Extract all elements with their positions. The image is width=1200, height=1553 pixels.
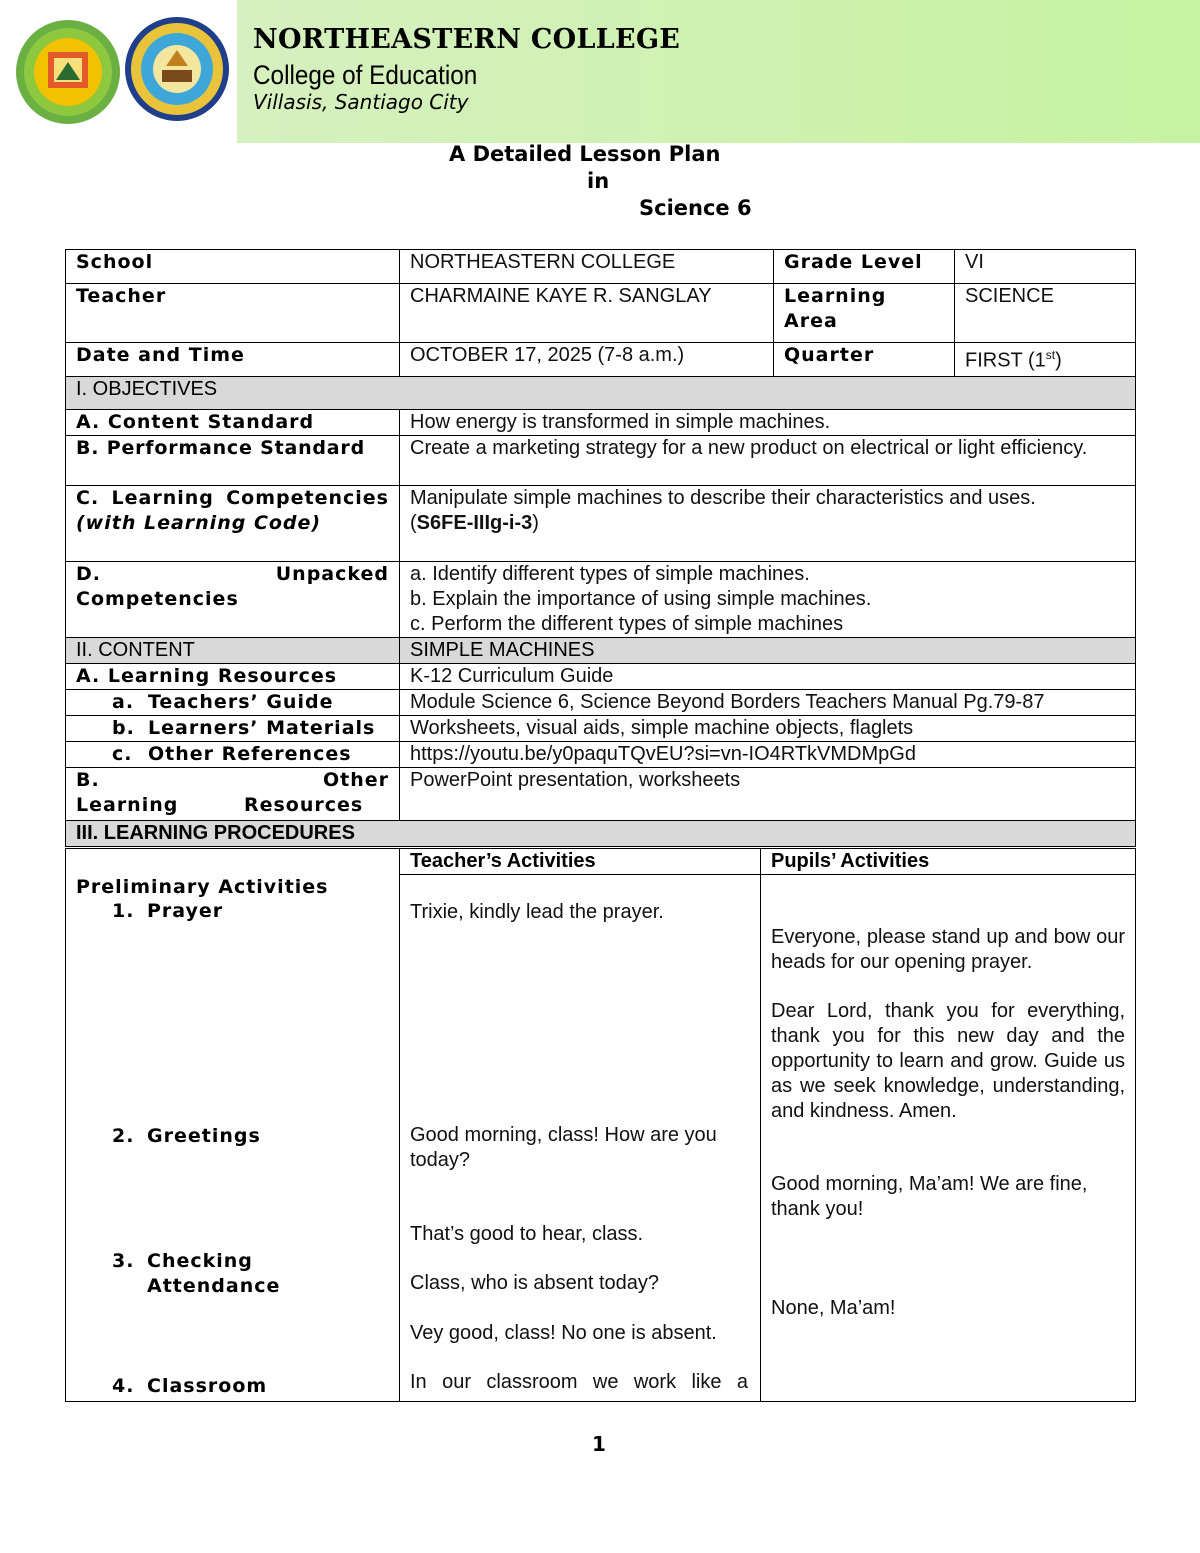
competencies-code: S6FE-IIIg-i-3 xyxy=(416,512,533,534)
competencies-text: Manipulate simple machines to describe their characteristics and uses. xyxy=(410,487,1036,509)
quarter-label: Quarter xyxy=(774,343,955,377)
objectives-heading: I. OBJECTIVES xyxy=(66,377,1136,410)
step-num: 3. xyxy=(112,1249,135,1272)
teacher-line: Vey good, class! No one is absent. xyxy=(410,1322,717,1344)
procedures-body-row xyxy=(66,875,1136,1402)
other-references-row xyxy=(66,742,1136,768)
competencies-label-a: C. Learning Competencies xyxy=(76,487,389,509)
school-row xyxy=(66,250,1136,284)
content-heading: II. CONTENT xyxy=(66,638,400,664)
step-greetings xyxy=(112,1124,261,1149)
learners-materials-label xyxy=(66,716,400,742)
learning-resources-label: A. Learning Resources xyxy=(66,664,400,690)
teacher-row xyxy=(66,284,1136,343)
competencies-code-line: (S6FE-IIIg-i-3) xyxy=(410,512,539,534)
other-learning-resources-value: PowerPoint presentation, worksheets xyxy=(400,768,1136,821)
area-value: SCIENCE xyxy=(955,284,1136,343)
college-location: Villasis, Santiago City xyxy=(253,90,469,114)
title-line-1: A Detailed Lesson Plan xyxy=(449,142,721,166)
quarter-end: ) xyxy=(1055,349,1062,372)
grade-value: VI xyxy=(955,250,1136,284)
pupil-line: Dear Lord, thank you for everything, thank you for this new day and the opportunity to learn and grow. Guide us as we seek knowledge, understanding, and kindness. Amen. xyxy=(771,1000,1125,1122)
unpacked-item: c. Perform the different types of simple machines xyxy=(410,613,844,635)
title-line-3: Science 6 xyxy=(639,196,752,220)
learning-resources-value: K-12 Curriculum Guide xyxy=(400,664,1136,690)
teachers-guide-label xyxy=(66,690,400,716)
teachers-guide-num: a. xyxy=(112,691,135,713)
teacher-line: Good morning, class! How are you today? xyxy=(410,1124,717,1171)
college-department: College of Education xyxy=(253,60,478,90)
date-row xyxy=(66,343,1136,377)
unpacked-item: b. Explain the importance of using simple machines. xyxy=(410,588,872,610)
step-label: Checking Attendance xyxy=(147,1249,281,1297)
college-name: NORTHEASTERN COLLEGE xyxy=(253,24,681,55)
school-value: NORTHEASTERN COLLEGE xyxy=(400,250,774,284)
pupil-line: None, Ma’am! xyxy=(771,1297,896,1319)
grade-label: Grade Level xyxy=(774,250,955,284)
unpacked-row xyxy=(66,562,1136,638)
procedures-blank-cell xyxy=(66,849,400,875)
teacher-line: That’s good to hear, class. xyxy=(410,1223,644,1245)
procedures-header-row xyxy=(66,849,1136,875)
area-label: Learning Area xyxy=(774,284,955,343)
teachers-guide-text: Teachers’ Guide xyxy=(148,691,334,713)
step-num: 4. xyxy=(112,1374,135,1397)
learners-materials-value: Worksheets, visual aids, simple machine objects, flaglets xyxy=(400,716,1136,742)
date-label: Date and Time xyxy=(66,343,400,377)
step-label: Classroom xyxy=(147,1374,268,1397)
procedures-steps-cell xyxy=(66,875,400,1402)
competencies-label-b: (with Learning Code) xyxy=(76,512,322,534)
step-classroom xyxy=(112,1374,267,1399)
other-references-link[interactable]: https://youtu.be/y0paquTQvEU?si=vn-IO4RTkVMDMpGd xyxy=(400,742,1136,768)
unpacked-item: a. Identify different types of simple machines. xyxy=(410,563,810,585)
date-value: OCTOBER 17, 2025 (7-8 a.m.) xyxy=(400,343,774,377)
content-standard-row xyxy=(66,410,1136,436)
teacher-value: CHARMAINE KAYE R. SANGLAY xyxy=(400,284,774,343)
pupil-activities-header: Pupils’ Activities xyxy=(761,849,1136,875)
school-label: School xyxy=(66,250,400,284)
learners-materials-text: Learners’ Materials xyxy=(148,717,376,739)
other-references-text: Other References xyxy=(148,743,352,765)
competencies-value xyxy=(400,486,1136,562)
teacher-line: Class, who is absent today? xyxy=(410,1272,660,1294)
content-standard-label: A. Content Standard xyxy=(66,410,400,436)
teachers-guide-row xyxy=(66,690,1136,716)
learning-resources-row xyxy=(66,664,1136,690)
step-prayer xyxy=(112,899,223,924)
step-num: 1. xyxy=(112,899,135,922)
teacher-line: Trixie, kindly lead the prayer. xyxy=(410,901,664,923)
unpacked-label: D. Unpacked Competencies xyxy=(66,562,400,638)
step-label: Prayer xyxy=(147,899,224,922)
quarter-text: FIRST (1 xyxy=(965,349,1046,372)
pupil-line: Good morning, Ma’am! We are fine, thank you! xyxy=(771,1173,1088,1220)
learners-materials-num: b. xyxy=(112,717,135,739)
teacher-activities-header: Teacher’s Activities xyxy=(400,849,761,875)
teacher-activities-cell xyxy=(400,875,761,1402)
quarter-value xyxy=(955,343,1136,377)
performance-standard-label: B. Performance Standard xyxy=(66,436,400,486)
procedures-heading-row xyxy=(66,821,1136,847)
competencies-row xyxy=(66,486,1136,562)
content-standard-value: How energy is transformed in simple machines. xyxy=(400,410,1136,436)
pupil-activities-cell xyxy=(761,875,1136,1402)
unpacked-value xyxy=(400,562,1136,638)
teacher-label: Teacher xyxy=(66,284,400,343)
title-line-2: in xyxy=(587,169,610,193)
content-topic: SIMPLE MACHINES xyxy=(400,638,1136,664)
teacher-line: In our classroom we work like a xyxy=(410,1371,748,1393)
teachers-guide-value: Module Science 6, Science Beyond Borders Teachers Manual Pg.79-87 xyxy=(400,690,1136,716)
content-heading-row xyxy=(66,638,1136,664)
step-checking-attendance xyxy=(112,1249,372,1299)
lesson-plan-table xyxy=(65,249,1136,847)
step-num: 2. xyxy=(112,1124,135,1147)
objectives-heading-row xyxy=(66,377,1136,410)
step-label: Greetings xyxy=(147,1124,261,1147)
college-of-education-seal xyxy=(124,16,230,122)
other-learning-resources-label: B. Other Learning Resources xyxy=(66,768,400,821)
quarter-sup: st xyxy=(1045,348,1056,362)
northeastern-college-seal xyxy=(14,18,122,126)
performance-standard-row xyxy=(66,436,1136,486)
other-references-num: c. xyxy=(112,743,133,765)
performance-standard-value: Create a marketing strategy for a new product on electrical or light efficiency. xyxy=(400,436,1136,486)
preliminary-activities: Preliminary Activities xyxy=(76,875,329,898)
learners-materials-row xyxy=(66,716,1136,742)
page-number: 1 xyxy=(592,1432,606,1456)
other-references-label xyxy=(66,742,400,768)
competencies-label xyxy=(66,486,400,562)
procedures-heading: III. LEARNING PROCEDURES xyxy=(66,821,1136,847)
pupil-line: Everyone, please stand up and bow our heads for our opening prayer. xyxy=(771,926,1125,973)
other-learning-resources-row xyxy=(66,768,1136,821)
procedures-table xyxy=(65,848,1136,1402)
